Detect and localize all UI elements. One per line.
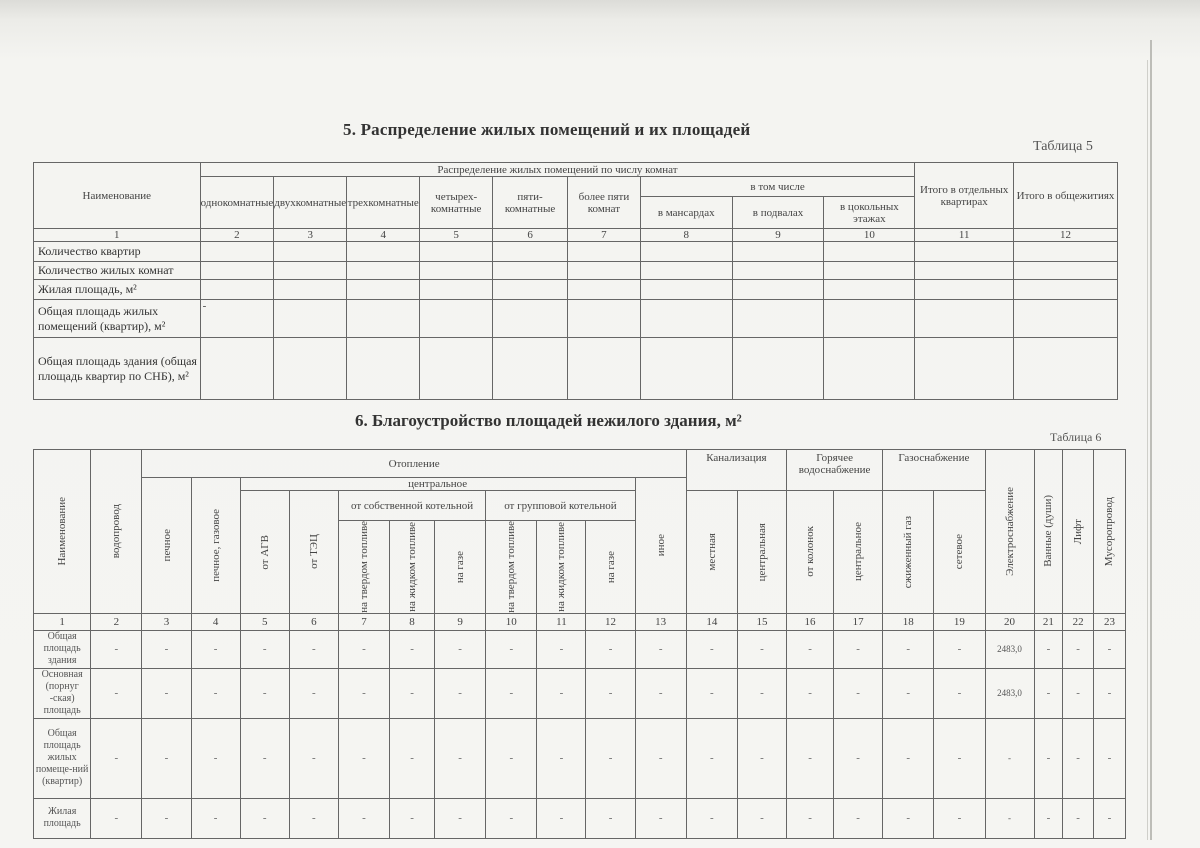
dash-cell: - xyxy=(486,630,537,668)
dash-cell: - xyxy=(91,630,142,668)
column-number: 21 xyxy=(1034,613,1063,630)
dash-cell: - xyxy=(91,798,142,838)
dash-cell: - xyxy=(142,798,191,838)
t5-col-name: Наименование xyxy=(34,163,201,229)
dash-cell: - xyxy=(883,798,934,838)
dash-cell: - xyxy=(1093,630,1125,668)
t5-col-total-apart: Итого в отдельных квартирах xyxy=(915,163,1014,229)
dash-cell: - xyxy=(1034,718,1063,798)
table-row xyxy=(34,798,1126,838)
dash-cell: - xyxy=(1063,668,1094,718)
page-edge-line xyxy=(1150,40,1152,840)
table5 xyxy=(33,162,1118,400)
t5-col-2room: двухкомнатные xyxy=(274,177,347,229)
dash-cell: - xyxy=(289,718,338,798)
column-number: 7 xyxy=(338,613,389,630)
column-number: 9 xyxy=(435,613,486,630)
t5-col-distribution: Распределение жилых помещений по числу комнат xyxy=(200,163,915,177)
column-number: 4 xyxy=(191,613,240,630)
column-number: 18 xyxy=(883,613,934,630)
t6-col-lpg: сжиженный газ xyxy=(883,491,934,614)
dash-cell: - xyxy=(338,668,389,718)
t6-col-garbage: Мусоропровод xyxy=(1093,450,1125,614)
table5-title: 5. Распределение жилых помещений и их площадей xyxy=(343,120,751,139)
dash-cell: - xyxy=(883,630,934,668)
column-number: 7 xyxy=(568,229,641,242)
dash-cell: - xyxy=(289,668,338,718)
dash-cell: - xyxy=(338,798,389,838)
dash-cell: - xyxy=(390,668,435,718)
t5-row-label: Общая площадь здания (общая площадь квартир по СНБ), м² xyxy=(34,338,201,400)
dash-cell: - xyxy=(191,718,240,798)
t6-col-hotwater: Горячее водоснабжение xyxy=(787,450,883,491)
dash-cell: - xyxy=(486,668,537,718)
dash-cell: - xyxy=(635,668,686,718)
t6-number-row xyxy=(34,613,1126,630)
dash-cell: - xyxy=(934,630,985,668)
column-number: 6 xyxy=(289,613,338,630)
dash-cell: - xyxy=(142,630,191,668)
column-number: 5 xyxy=(420,229,493,242)
t6-col-gas-supply: Газоснабжение xyxy=(883,450,985,491)
dash-cell: - xyxy=(1093,718,1125,798)
t6-col-group-gas: на газе xyxy=(586,521,635,614)
dash-cell: - xyxy=(1063,718,1094,798)
table-row xyxy=(34,280,1118,300)
dash-cell: - xyxy=(486,718,537,798)
dash-cell: - xyxy=(289,798,338,838)
electric-value: 2483,0 xyxy=(985,668,1034,718)
column-number: 8 xyxy=(390,613,435,630)
column-number: 3 xyxy=(142,613,191,630)
dash-cell: - xyxy=(142,718,191,798)
table6-title: 6. Благоустройство площадей нежилого здания, м² xyxy=(355,411,742,430)
dash-cell: - xyxy=(390,718,435,798)
dash-cell: - xyxy=(834,718,883,798)
column-number: 8 xyxy=(640,229,732,242)
dash-cell: - xyxy=(240,630,289,668)
t5-col-total-dorm: Итого в общежитиях xyxy=(1014,163,1118,229)
dash-cell: - xyxy=(737,630,786,668)
column-number: 2 xyxy=(200,229,274,242)
column-number: 12 xyxy=(586,613,635,630)
column-number: 17 xyxy=(834,613,883,630)
table5-tag: Таблица 5 xyxy=(1033,139,1093,154)
column-number: 4 xyxy=(347,229,420,242)
table6-tag: Таблица 6 xyxy=(1050,430,1102,444)
t6-col-heating: Отопление xyxy=(142,450,686,478)
dash-cell: - xyxy=(883,668,934,718)
dash-cell: - xyxy=(435,798,486,838)
column-number: 22 xyxy=(1063,613,1094,630)
dash-cell: - xyxy=(737,668,786,718)
table-row xyxy=(34,338,1118,400)
table-row xyxy=(34,262,1118,280)
dash-cell: - xyxy=(537,798,586,838)
dash-cell: - xyxy=(934,798,985,838)
t5-col-1room: однокомнатные xyxy=(200,177,274,229)
t5-col-5room: пяти-комнатные xyxy=(493,177,568,229)
t5-row-label: Количество жилых комнат xyxy=(34,262,201,280)
column-number: 10 xyxy=(486,613,537,630)
t6-col-central-hw: центральное xyxy=(834,491,883,614)
column-number: 19 xyxy=(934,613,985,630)
electric-value: 2483,0 xyxy=(985,630,1034,668)
dash-cell: - xyxy=(240,718,289,798)
table-row xyxy=(34,300,1118,338)
dash-cell: - xyxy=(834,668,883,718)
column-number: 1 xyxy=(34,613,91,630)
column-number: 3 xyxy=(274,229,347,242)
dash-cell: - xyxy=(486,798,537,838)
dash-cell: - xyxy=(635,718,686,798)
column-number: 23 xyxy=(1093,613,1125,630)
dash-cell: - xyxy=(191,798,240,838)
t5-col-basement: в подвалах xyxy=(732,197,824,229)
stray-mark: - xyxy=(200,300,274,338)
t6-col-sewer: Канализация xyxy=(686,450,786,491)
column-number: 13 xyxy=(635,613,686,630)
column-number: 1 xyxy=(34,229,201,242)
dash-cell: - xyxy=(635,630,686,668)
t6-col-group-solid: на твердом топливе xyxy=(486,521,537,614)
t6-col-from-column: от колонок xyxy=(787,491,834,614)
dash-cell: - xyxy=(537,630,586,668)
t6-col-network: сетевое xyxy=(934,491,985,614)
dash-cell: - xyxy=(787,718,834,798)
dash-cell: - xyxy=(338,630,389,668)
t5-col-3room: трехкомнатные xyxy=(347,177,420,229)
dash-cell: - xyxy=(834,630,883,668)
column-number: 16 xyxy=(787,613,834,630)
t6-col-bath: Ванные (души) xyxy=(1034,450,1063,614)
t6-row-label: Основная (порнуг -ская) площадь xyxy=(34,668,91,718)
dash-cell: - xyxy=(338,718,389,798)
dash-cell: - xyxy=(737,718,786,798)
column-number: 12 xyxy=(1014,229,1118,242)
t6-col-stove-gas: печное, газовое xyxy=(191,478,240,614)
t5-number-row xyxy=(34,229,1118,242)
t6-col-agv: от АГВ xyxy=(240,491,289,614)
column-number: 2 xyxy=(91,613,142,630)
t6-col-local: местная xyxy=(686,491,737,614)
table-row xyxy=(34,668,1126,718)
dash-cell: - xyxy=(1034,668,1063,718)
t6-col-name: Наименование xyxy=(34,450,91,614)
table6 xyxy=(33,449,1126,839)
dash-cell: - xyxy=(1093,798,1125,838)
dash-cell: - xyxy=(537,718,586,798)
dash-cell: - xyxy=(686,630,737,668)
dash-cell: - xyxy=(142,668,191,718)
dash-cell: - xyxy=(686,798,737,838)
column-number: 10 xyxy=(824,229,915,242)
electric-value: - xyxy=(985,718,1034,798)
dash-cell: - xyxy=(191,668,240,718)
t6-col-own-solid: на твердом топливе xyxy=(338,521,389,614)
dash-cell: - xyxy=(390,630,435,668)
t5-col-incl: в том числе xyxy=(640,177,914,197)
electric-value: - xyxy=(985,798,1034,838)
dash-cell: - xyxy=(586,630,635,668)
table-row xyxy=(34,242,1118,262)
t6-row-label: Общая площадь здания xyxy=(34,630,91,668)
table-row xyxy=(34,718,1126,798)
dash-cell: - xyxy=(240,668,289,718)
t6-col-group-liquid: на жидком топливе xyxy=(537,521,586,614)
dash-cell: - xyxy=(1093,668,1125,718)
dash-cell: - xyxy=(834,798,883,838)
dash-cell: - xyxy=(1034,798,1063,838)
column-number: 15 xyxy=(737,613,786,630)
dash-cell: - xyxy=(91,668,142,718)
t6-row-label: Общая площадь жилых помеще-ний (квартир) xyxy=(34,718,91,798)
column-number: 14 xyxy=(686,613,737,630)
t6-col-stove: печное xyxy=(142,478,191,614)
column-number: 11 xyxy=(537,613,586,630)
dash-cell: - xyxy=(91,718,142,798)
t6-col-central: центральное xyxy=(240,478,635,491)
dash-cell: - xyxy=(435,630,486,668)
dash-cell: - xyxy=(435,718,486,798)
dash-cell: - xyxy=(635,798,686,838)
t5-col-ground: в цокольных этажах xyxy=(824,197,915,229)
dash-cell: - xyxy=(537,668,586,718)
dash-cell: - xyxy=(191,630,240,668)
dash-cell: - xyxy=(934,668,985,718)
dash-cell: - xyxy=(686,718,737,798)
dash-cell: - xyxy=(737,798,786,838)
dash-cell: - xyxy=(390,798,435,838)
t5-col-more5: более пяти комнат xyxy=(568,177,641,229)
t6-col-tec: от ТЭЦ xyxy=(289,491,338,614)
t5-col-4room: четырех-комнатные xyxy=(420,177,493,229)
dash-cell: - xyxy=(934,718,985,798)
t5-row-label: Жилая площадь, м² xyxy=(34,280,201,300)
dash-cell: - xyxy=(686,668,737,718)
dash-cell: - xyxy=(240,798,289,838)
dash-cell: - xyxy=(586,798,635,838)
column-number: 11 xyxy=(915,229,1014,242)
t6-col-own-liquid: на жидком топливе xyxy=(390,521,435,614)
dash-cell: - xyxy=(787,668,834,718)
t5-row-label: Количество квартир xyxy=(34,242,201,262)
t6-col-electric: Электроснабжение xyxy=(985,450,1034,614)
dash-cell: - xyxy=(1034,630,1063,668)
t6-col-lift: Лифт xyxy=(1063,450,1094,614)
t6-col-own-boiler: от собственной котельной xyxy=(338,491,485,521)
t6-col-own-gas: на газе xyxy=(435,521,486,614)
table-row xyxy=(34,630,1126,668)
dash-cell: - xyxy=(1063,630,1094,668)
column-number: 6 xyxy=(493,229,568,242)
dash-cell: - xyxy=(883,718,934,798)
t6-col-group-boiler: от групповой котельной xyxy=(486,491,635,521)
dash-cell: - xyxy=(586,668,635,718)
column-number: 9 xyxy=(732,229,824,242)
dash-cell: - xyxy=(787,630,834,668)
column-number: 20 xyxy=(985,613,1034,630)
column-number: 5 xyxy=(240,613,289,630)
dash-cell: - xyxy=(435,668,486,718)
dash-cell: - xyxy=(1063,798,1094,838)
t6-col-central-sewer: центральная xyxy=(737,491,786,614)
dash-cell: - xyxy=(787,798,834,838)
t6-col-other: иное xyxy=(635,478,686,614)
dash-cell: - xyxy=(289,630,338,668)
t6-row-label: Жилая площадь xyxy=(34,798,91,838)
t5-row-label: Общая площадь жилых помещений (квартир), м² xyxy=(34,300,201,338)
dash-cell: - xyxy=(586,718,635,798)
t5-col-attic: в мансардах xyxy=(640,197,732,229)
page-edge-line-2 xyxy=(1147,60,1148,840)
t6-col-water: водопровод xyxy=(91,450,142,614)
